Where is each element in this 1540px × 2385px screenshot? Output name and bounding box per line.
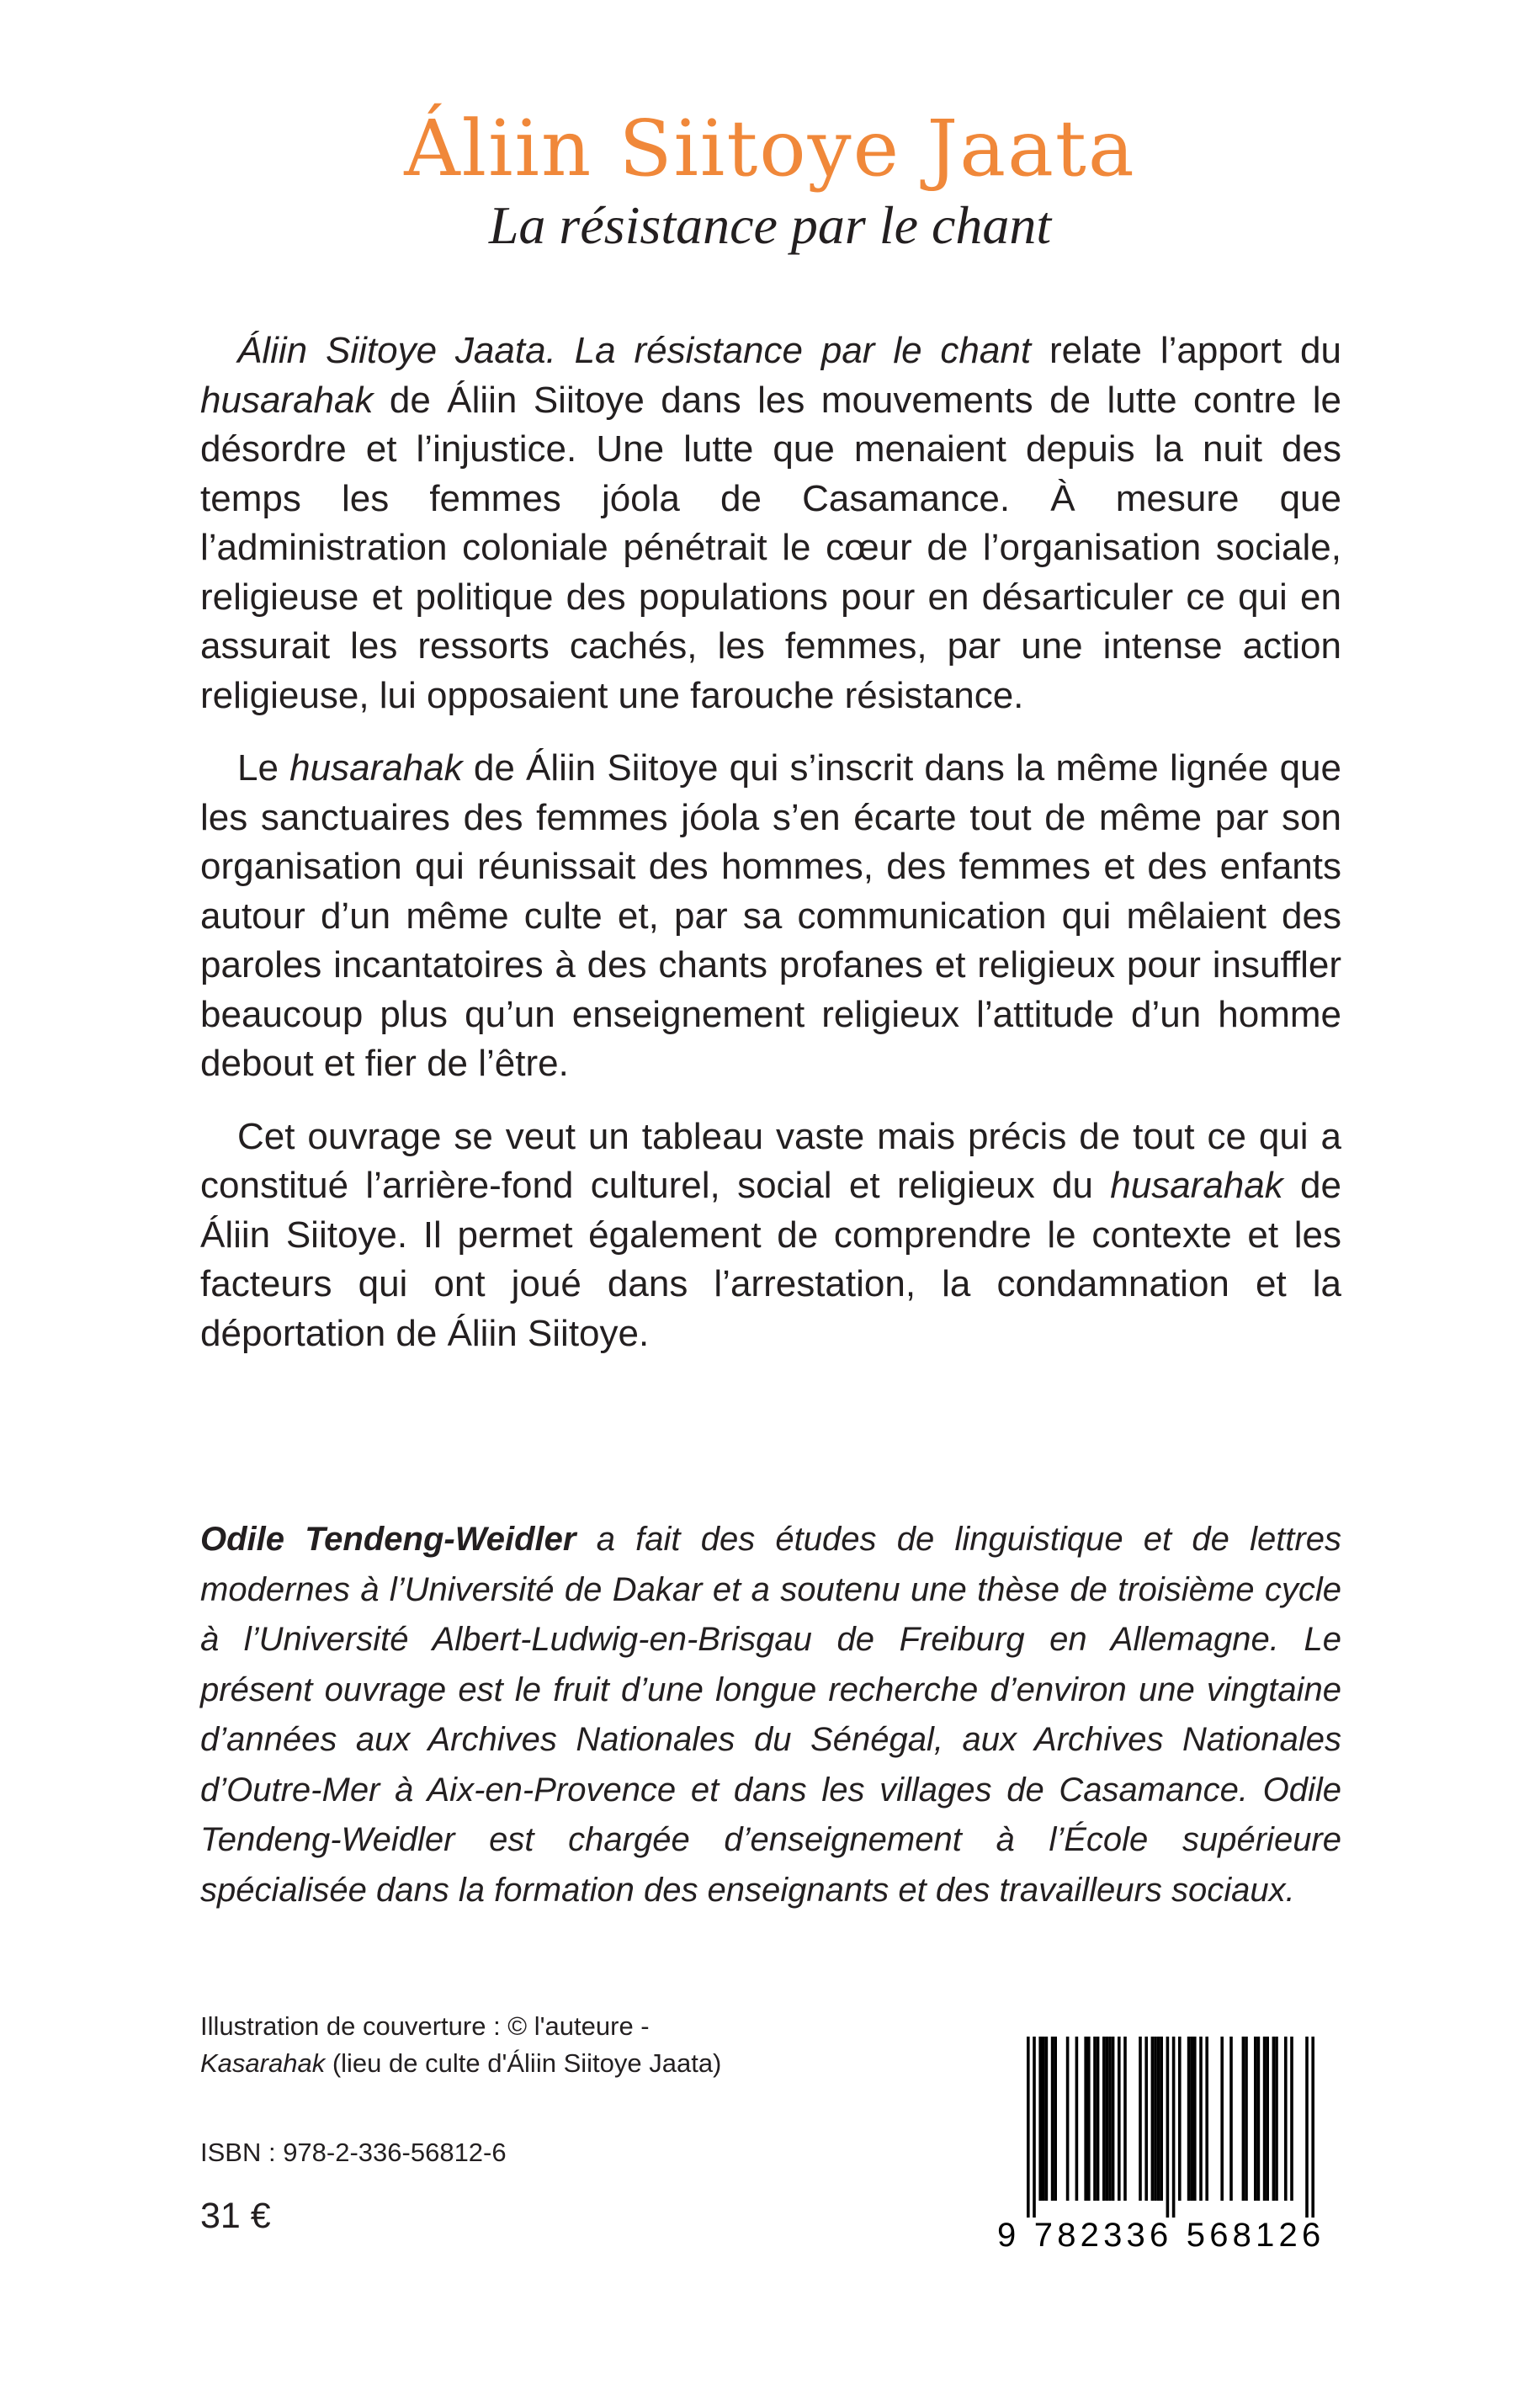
barcode-bar	[1139, 2037, 1142, 2201]
barcode-bar	[1229, 2037, 1233, 2201]
blurb-text: de Áliin Siitoye qui s’inscrit dans la même lignée que les sanctuaires des femmes jóola s’en écarte tout de même par son organisation qui réunissait des hommes, des femmes et des enfants autour d’un même culte et, par sa communication qui mêlaient des paroles incantatoires à des chants profanes et religieux pour insuffler beaucoup plus qu’un enseignement religieux l’attitude d’un homme debout et fier de l’être.	[200, 747, 1341, 1084]
author-bio-text: a fait des études de linguistique et de lettres modernes à l’Université de Dakar et a soutenu une thèse de troisième cycle à l’Université Albert-Ludwig-en-Brisgau de Freiburg en Allemagne. Le présent ouvrage est le fruit d’une longue recherche d’environ une vingtaine d’années aux Archives Nationales du Sénégal, aux Archives Nationales d’Outre-Mer à Aix-en-Provence et dans les villages de Casamance. Odile Tendeng-Weidler est chargée d’enseignement à l’École supérieure spécialisée dans la formation des enseignants et des travailleurs sociaux.	[200, 1521, 1341, 1909]
barcode-bar	[1178, 2037, 1182, 2201]
barcode-bar	[1102, 2037, 1106, 2201]
barcode-bar	[1245, 2037, 1248, 2201]
barcode-bar	[1045, 2037, 1049, 2201]
barcode-digits: 9 782336 568126	[997, 2217, 1325, 2254]
barcode-bar	[1097, 2037, 1100, 2201]
barcode-bar	[1263, 2037, 1267, 2201]
barcode-bar	[1305, 2037, 1309, 2218]
barcode-bar	[1112, 2037, 1115, 2201]
barcode-bar	[1257, 2037, 1261, 2201]
barcode-bar	[1242, 2037, 1245, 2201]
blurb-paragraph-1	[200, 327, 1341, 720]
barcode-bar	[1284, 2037, 1288, 2201]
barcode-bar	[1290, 2037, 1293, 2201]
barcode-bar	[1106, 2037, 1109, 2201]
barcode-bar	[1054, 2037, 1057, 2201]
barcode-bar	[1172, 2037, 1176, 2218]
credit-line-1: Illustration de couverture : © l'auteure -	[200, 2011, 650, 2041]
barcode-bar	[1157, 2037, 1160, 2201]
blurb-term: husarahak	[289, 747, 463, 789]
barcode-bar	[1042, 2037, 1045, 2201]
author-bio	[200, 1515, 1341, 1915]
blurb-book-title-ref: Áliin Siitoye Jaata. La résistance par le chant	[237, 330, 1032, 371]
barcode-bar	[1123, 2037, 1127, 2201]
price: 31 €	[200, 2196, 271, 2236]
blurb-term: husarahak	[1110, 1165, 1283, 1206]
book-title: Áliin Siitoye Jaata	[404, 104, 1136, 194]
barcode-bar	[1027, 2037, 1030, 2218]
barcode-bar	[1266, 2037, 1269, 2201]
credit-rest: (lieu de culte d'Áliin Siitoye Jaata)	[325, 2048, 722, 2078]
barcode-bar	[1190, 2037, 1193, 2201]
barcode	[997, 2037, 1342, 2260]
barcode-bar	[1066, 2037, 1070, 2201]
barcode-bar	[1033, 2037, 1036, 2218]
barcode-bar	[1087, 2037, 1091, 2201]
barcode-bar	[1075, 2037, 1079, 2201]
barcode-bar	[1108, 2037, 1112, 2201]
barcode-bar	[1275, 2037, 1278, 2201]
credit-line-2	[200, 2045, 789, 2082]
barcode-bar	[1084, 2037, 1087, 2201]
barcode-bar	[1151, 2037, 1155, 2201]
barcode-bar	[1160, 2037, 1163, 2201]
blurb-paragraph-2	[200, 744, 1341, 1089]
barcode-bar	[1093, 2037, 1097, 2201]
barcode-bar	[1220, 2037, 1224, 2201]
blurb-text: de Áliin Siitoye. Il permet également de comprendre le contexte et les facteurs qui ont joué dans l’arrestation, la condamnation et la déportation de Áliin Siitoye.	[200, 1165, 1341, 1354]
barcode-bar	[1144, 2037, 1148, 2201]
author-name: Odile Tendeng-Weidler	[200, 1521, 576, 1558]
barcode-bar	[1118, 2037, 1121, 2201]
blurb-term: husarahak	[200, 379, 374, 421]
barcode-bars	[997, 2037, 1342, 2218]
cover-illustration-credit	[200, 2008, 789, 2082]
barcode-bar	[1154, 2037, 1157, 2201]
barcode-bar	[1051, 2037, 1054, 2201]
barcode-bar	[1205, 2037, 1208, 2201]
blurb-text: Cet ouvrage se veut un tableau vaste mais précis de tout ce qui a constitué l’arrière-fond culturel, social et religieux du	[200, 1115, 1341, 1206]
blurb-text: de Áliin Siitoye dans les mouvements de lutte contre le désordre et l’injustice. Une lutte que menaient depuis la nuit des temps les femmes jóola de Casamance. À mesure que l’administration coloniale pénétrait le cœur de l’organisation sociale, religieuse et politique des populations pour en désarticuler ce qui en assurait les ressorts cachés, les femmes, par une intense action religieuse, lui opposaient une farouche résistance.	[200, 379, 1341, 716]
barcode-bar	[1193, 2037, 1197, 2201]
barcode-bar	[1254, 2037, 1257, 2201]
barcode-bar	[1187, 2037, 1191, 2201]
back-cover-blurb	[200, 327, 1341, 1382]
blurb-text: Le	[237, 747, 290, 789]
blurb-text: relate l’apport du	[1031, 330, 1341, 371]
credit-italic: Kasarahak	[200, 2048, 326, 2078]
book-subtitle: La résistance par le chant	[488, 195, 1052, 255]
barcode-bar	[1199, 2037, 1203, 2201]
barcode-bar	[1038, 2037, 1042, 2201]
barcode-bar	[1272, 2037, 1276, 2201]
isbn: ISBN : 978-2-336-56812-6	[200, 2138, 507, 2167]
barcode-bar	[1311, 2037, 1314, 2218]
barcode-bar	[1166, 2037, 1170, 2218]
blurb-paragraph-3	[200, 1113, 1341, 1359]
